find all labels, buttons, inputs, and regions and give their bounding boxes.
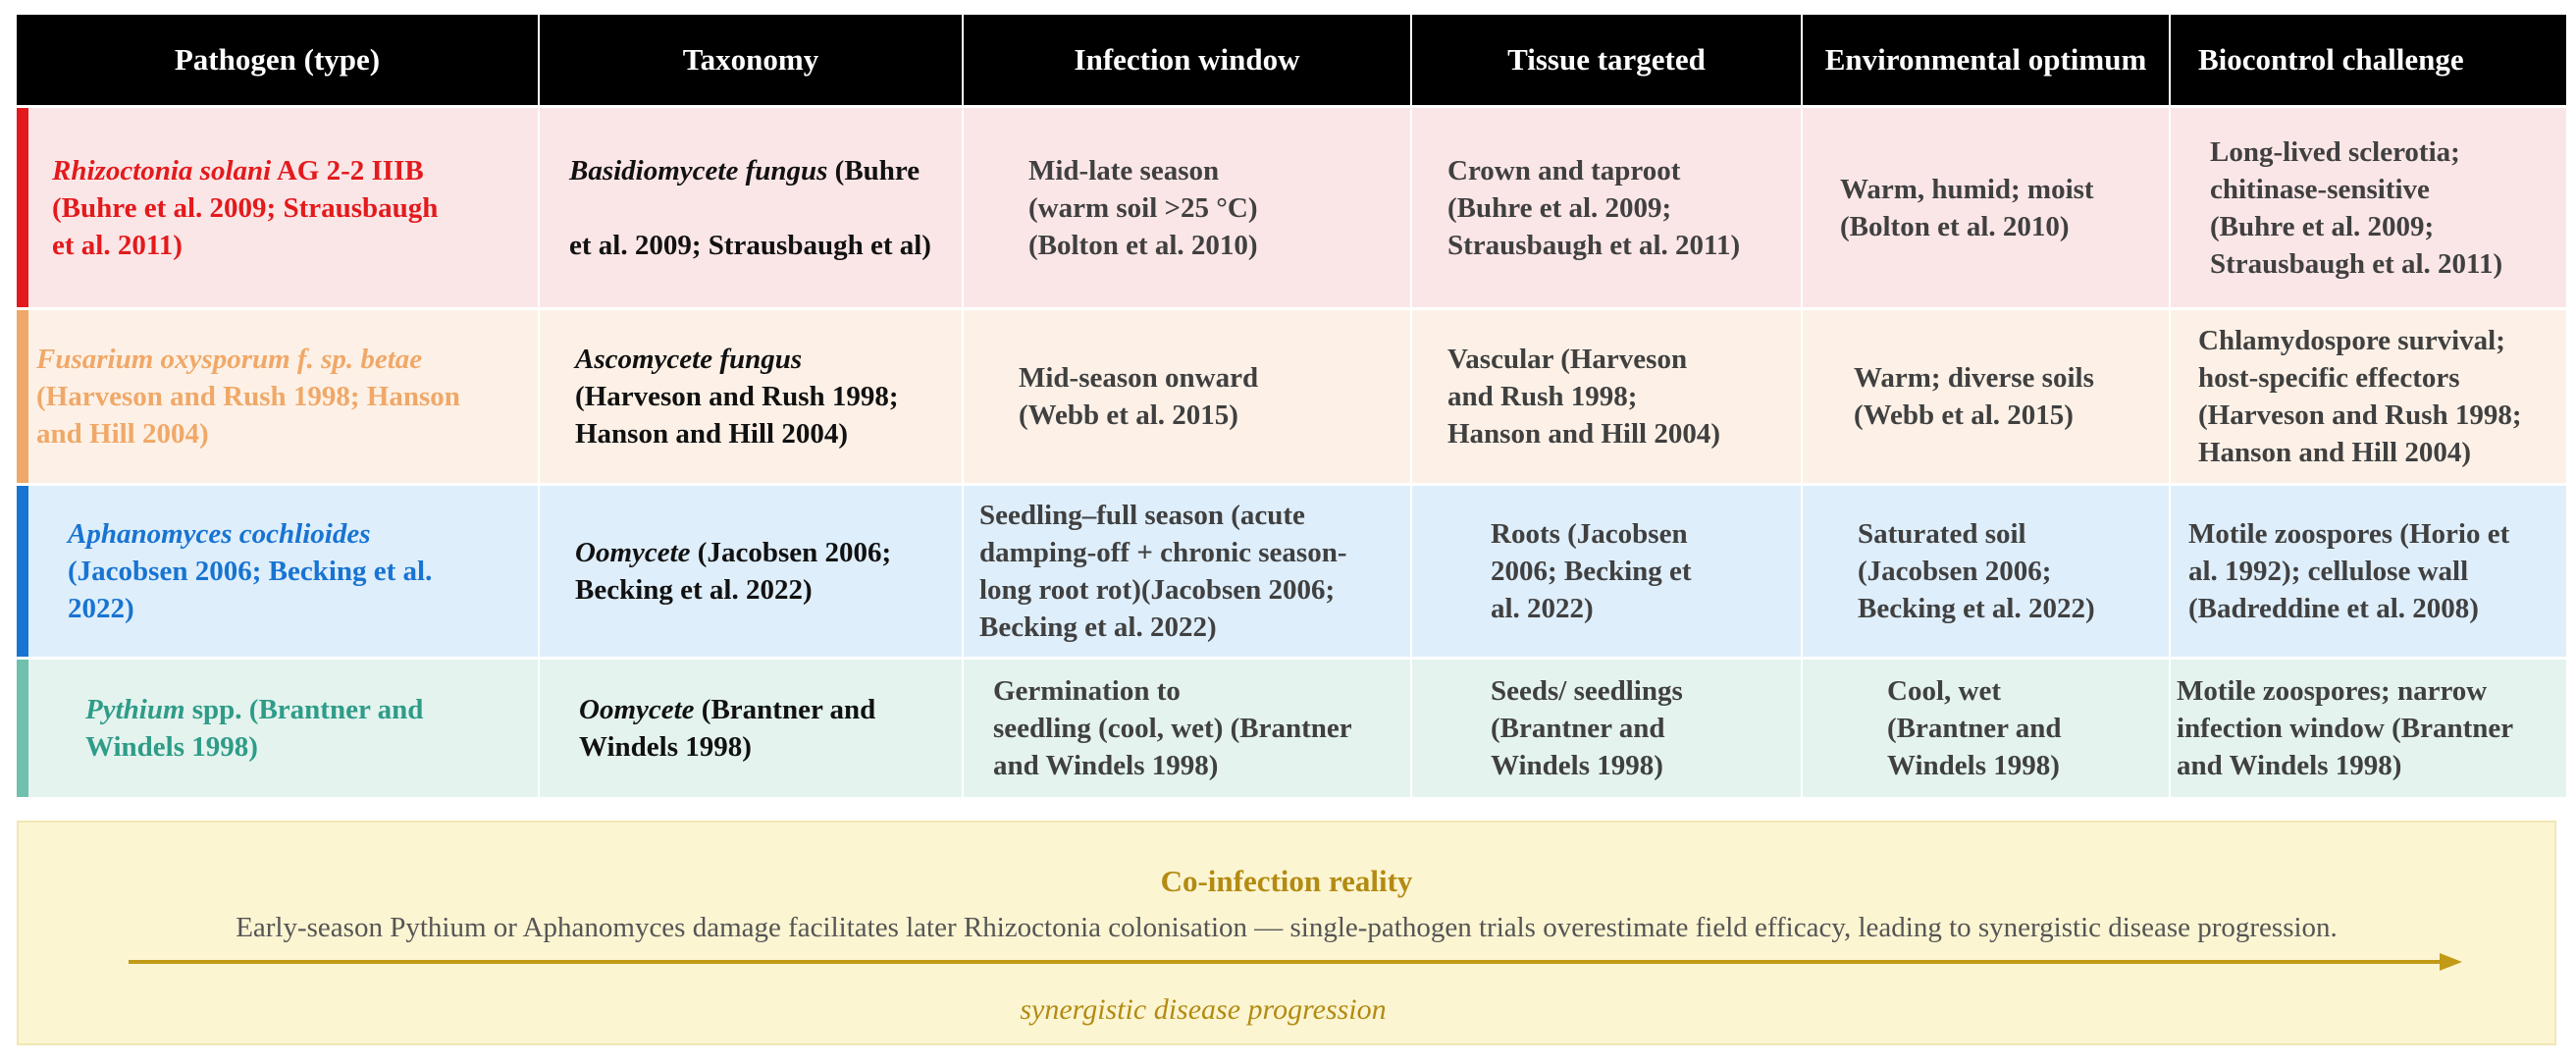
- cell-line: [1887, 672, 2153, 710]
- header-tissue: Tissue targeted: [1412, 15, 1801, 105]
- taxonomy-cell: [540, 310, 962, 483]
- cell-text: Mid-late season: [1028, 154, 1220, 186]
- cell-line: [52, 152, 522, 189]
- cell-line: [579, 691, 946, 728]
- biocontrol-cell: [2171, 486, 2566, 657]
- cell-text: (Harveson and Rush 1998;: [2198, 399, 2522, 431]
- cell-text: Warm, humid; moist: [1840, 173, 2094, 205]
- cell-line: [1491, 710, 1785, 747]
- cell-line: [1491, 553, 1785, 590]
- cell-text: seedling (cool, wet) (Brantner: [993, 713, 1352, 744]
- cell-text: (Webb et al. 2015): [1854, 399, 2074, 431]
- cell-line: [2198, 359, 2550, 397]
- taxonomy-cell: [540, 108, 962, 307]
- cell-text: Crown and taproot: [1447, 154, 1681, 186]
- pathogen-accent-bar: [17, 660, 28, 797]
- cell-line: [52, 227, 522, 264]
- header-pathogen: Pathogen (type): [17, 15, 538, 105]
- cell-line: [2188, 515, 2550, 553]
- cell-line: [575, 415, 946, 452]
- biocontrol-cell: [2171, 660, 2566, 797]
- tissue-cell: [1412, 660, 1801, 797]
- coinfection-panel: [17, 821, 2556, 1045]
- cell-line: [1447, 189, 1785, 227]
- cell-line: [1019, 397, 1394, 434]
- cell-line: [575, 571, 946, 609]
- cell-line: [1447, 378, 1785, 415]
- italic-name: Rhizoctonia solani: [52, 154, 272, 186]
- italic-name: Ascomycete fungus: [575, 344, 803, 375]
- cell-text: Motile zoospores (Horio et: [2188, 518, 2510, 550]
- cell-text: (Harveson and Rush 1998;: [575, 381, 899, 412]
- cell-line: [569, 189, 946, 227]
- cell-text: Hanson and Hill 2004): [1447, 418, 1720, 450]
- cell-line: [979, 609, 1394, 646]
- cell-line: [36, 378, 522, 415]
- cell-text: (Brantner and: [1887, 713, 2062, 744]
- pathogen-table: [17, 15, 2556, 797]
- cell-line: [2188, 553, 2550, 590]
- cell-text: chitinase-sensitive: [2210, 173, 2430, 205]
- cell-line: [1491, 590, 1785, 627]
- cell-line: [2177, 710, 2550, 747]
- cell-text: (Buhre et al. 2009;: [1447, 191, 1672, 224]
- arrow-caption: synergistic disease progression: [1020, 993, 1387, 1026]
- cell-text: infection window (Brantner: [2177, 713, 2514, 744]
- cell-text: (Webb et al. 2015): [1019, 399, 1238, 431]
- cell-line: [1447, 227, 1785, 264]
- header-environment: Environmental optimum: [1803, 15, 2169, 105]
- pathogen-cell: [17, 486, 538, 657]
- cell-text: Warm; diverse soils: [1854, 362, 2094, 394]
- cell-text: (warm soil >25 °C): [1028, 191, 1258, 224]
- cell-text: long root rot)(Jacobsen 2006;: [979, 574, 1336, 606]
- cell-text: Motile zoospores; narrow: [2177, 675, 2488, 707]
- italic-name: Oomycete: [575, 537, 691, 568]
- cell-text: Windels 1998): [579, 731, 752, 763]
- cell-text: Mid-season onward: [1019, 362, 1259, 394]
- cell-text: (Harveson and Rush 1998; Hanson: [36, 381, 460, 412]
- cell-line: [979, 571, 1394, 609]
- pathogen-accent-bar: [17, 310, 28, 483]
- cell-line: [1854, 359, 2153, 397]
- cell-line: [2198, 397, 2550, 434]
- environment-cell: [1803, 310, 2169, 483]
- cell-text: and Windels 1998): [2177, 750, 2402, 781]
- cell-line: [1858, 515, 2153, 553]
- cell-line: [569, 152, 946, 189]
- infection-window-cell: [964, 486, 1410, 657]
- cell-line: [68, 590, 522, 627]
- cell-line: [2198, 322, 2550, 359]
- cell-line: [575, 378, 946, 415]
- cell-line: [1887, 710, 2153, 747]
- cell-line: [1854, 397, 2153, 434]
- cell-line: [2188, 590, 2550, 627]
- cell-text: Strausbaugh et al. 2011): [2210, 247, 2503, 280]
- cell-line: [68, 515, 522, 553]
- cell-text: 2006; Becking et: [1491, 556, 1692, 587]
- cell-line: [2210, 171, 2550, 208]
- italic-name: Aphanomyces cochlioides: [68, 518, 371, 550]
- cell-text: (Bolton et al. 2010): [1840, 210, 2070, 242]
- cell-line: [1491, 747, 1785, 784]
- cell-text: Roots (Jacobsen: [1491, 518, 1688, 550]
- cell-text: et al. 2009; Strausbaugh et al): [569, 229, 931, 261]
- environment-cell: [1803, 660, 2169, 797]
- cell-text: Chlamydospore survival;: [2198, 325, 2505, 356]
- cell-text: 2022): [68, 593, 134, 624]
- cell-line: [2210, 133, 2550, 171]
- cell-line: [2198, 434, 2550, 471]
- cell-text: Becking et al. 2022): [575, 574, 813, 606]
- cell-line: [1491, 515, 1785, 553]
- cell-text: host-specific effectors: [2198, 362, 2460, 394]
- cell-line: [993, 747, 1394, 784]
- cell-line: [569, 227, 946, 264]
- progression-arrow: [129, 951, 2464, 973]
- cell-line: [2210, 245, 2550, 283]
- cell-text: (Buhre et al. 2009;: [2210, 210, 2435, 242]
- cell-line: [1028, 152, 1394, 189]
- italic-name: Oomycete: [579, 694, 695, 725]
- pathogen-cell: [17, 660, 538, 797]
- cell-line: [1447, 341, 1785, 378]
- header-infection-window: Infection window: [964, 15, 1410, 105]
- cell-line: [1447, 415, 1785, 452]
- cell-text: Windels 1998): [1887, 750, 2060, 781]
- cell-text: and Windels 1998): [993, 750, 1219, 781]
- cell-text: Hanson and Hill 2004): [2198, 437, 2471, 468]
- biocontrol-cell: [2171, 310, 2566, 483]
- cell-text: Becking et al. 2022): [979, 611, 1217, 643]
- cell-text: (Jacobsen 2006;: [690, 537, 892, 568]
- cell-text: (Bolton et al. 2010): [1028, 229, 1258, 261]
- infection-window-cell: [964, 108, 1410, 307]
- cell-text: Windels 1998): [85, 731, 258, 763]
- infection-window-cell: [964, 310, 1410, 483]
- cell-line: [993, 672, 1394, 710]
- cell-text: (Buhre et al. 2009; Strausbaugh: [52, 191, 439, 224]
- infection-window-cell: [964, 660, 1410, 797]
- cell-line: [1019, 359, 1394, 397]
- cell-line: [1858, 553, 2153, 590]
- cell-text: al. 1992); cellulose wall: [2188, 556, 2469, 587]
- cell-line: [85, 728, 522, 766]
- environment-cell: [1803, 108, 2169, 307]
- cell-text: Saturated soil: [1858, 518, 2026, 550]
- cell-text: et al. 2011): [52, 229, 183, 261]
- cell-line: [1028, 227, 1394, 264]
- cell-line: [2177, 747, 2550, 784]
- cell-text: Hanson and Hill 2004): [575, 418, 848, 450]
- cell-line: [2177, 672, 2550, 710]
- taxonomy-cell: [540, 660, 962, 797]
- cell-line: [36, 341, 522, 378]
- cell-line: [1887, 747, 2153, 784]
- cell-text: (Brantner and: [694, 694, 876, 725]
- cell-line: [575, 341, 946, 378]
- cell-text: Cool, wet: [1887, 675, 2001, 707]
- cell-line: [979, 534, 1394, 571]
- cell-line: [1447, 152, 1785, 189]
- cell-text: Becking et al. 2022): [1858, 593, 2095, 624]
- pathogen-cell: [17, 310, 538, 483]
- tissue-cell: [1412, 108, 1801, 307]
- cell-line: [1840, 208, 2153, 245]
- tissue-cell: [1412, 310, 1801, 483]
- cell-line: [52, 189, 522, 227]
- pathogen-accent-bar: [17, 486, 28, 657]
- italic-name: Pythium: [85, 694, 185, 725]
- cell-text: al. 2022): [1491, 593, 1594, 624]
- cell-text: (Brantner and: [1491, 713, 1665, 744]
- cell-line: [85, 691, 522, 728]
- cell-line: [1491, 672, 1785, 710]
- cell-text: Germination to: [993, 675, 1181, 707]
- pathogen-cell: [17, 108, 538, 307]
- cell-line: [1840, 171, 2153, 208]
- cell-line: [979, 497, 1394, 534]
- cell-text: Windels 1998): [1491, 750, 1663, 781]
- cell-text: Seeds/ seedlings: [1491, 675, 1683, 707]
- header-taxonomy: Taxonomy: [540, 15, 962, 105]
- italic-name: Basidiomycete fungus: [569, 154, 828, 186]
- cell-line: [575, 534, 946, 571]
- cell-text: (Badreddine et al. 2008): [2188, 593, 2479, 624]
- cell-line: [1858, 590, 2153, 627]
- italic-name: Fusarium oxysporum f. sp. betae: [36, 344, 423, 375]
- cell-text: (Jacobsen 2006; Becking et al.: [68, 556, 433, 587]
- cell-text: Vascular (Harveson: [1447, 344, 1688, 375]
- cell-text: AG 2-2 IIIB: [271, 154, 424, 186]
- cell-text: (Buhre: [827, 154, 920, 186]
- cell-text: and Hill 2004): [36, 418, 209, 450]
- environment-cell: [1803, 486, 2169, 657]
- coinfection-title: Co-infection reality: [1160, 864, 1413, 898]
- cell-line: [579, 728, 946, 766]
- cell-text: Strausbaugh et al. 2011): [1447, 229, 1741, 261]
- cell-line: [36, 415, 522, 452]
- biocontrol-cell: [2171, 108, 2566, 307]
- cell-text: damping-off + chronic season-: [979, 537, 1347, 568]
- cell-line: [68, 553, 522, 590]
- cell-line: [993, 710, 1394, 747]
- cell-text: (Jacobsen 2006;: [1858, 556, 2052, 587]
- tissue-cell: [1412, 486, 1801, 657]
- cell-line: [2210, 208, 2550, 245]
- cell-text: Seedling–full season (acute: [979, 500, 1305, 531]
- coinfection-description: Early-season Pythium or Aphanomyces damage facilitates later Rhizoctonia colonisation — single-pathogen trials overestimate field efficacy, leading to synergistic disease progression.: [236, 912, 2338, 943]
- cell-text: spp. (Brantner and: [184, 694, 424, 725]
- pathogen-accent-bar: [17, 108, 28, 307]
- cell-text: and Rush 1998;: [1447, 381, 1638, 412]
- taxonomy-cell: [540, 486, 962, 657]
- header-biocontrol: Biocontrol challenge: [2171, 15, 2566, 105]
- cell-line: [1028, 189, 1394, 227]
- cell-text: Long-lived sclerotia;: [2210, 135, 2460, 168]
